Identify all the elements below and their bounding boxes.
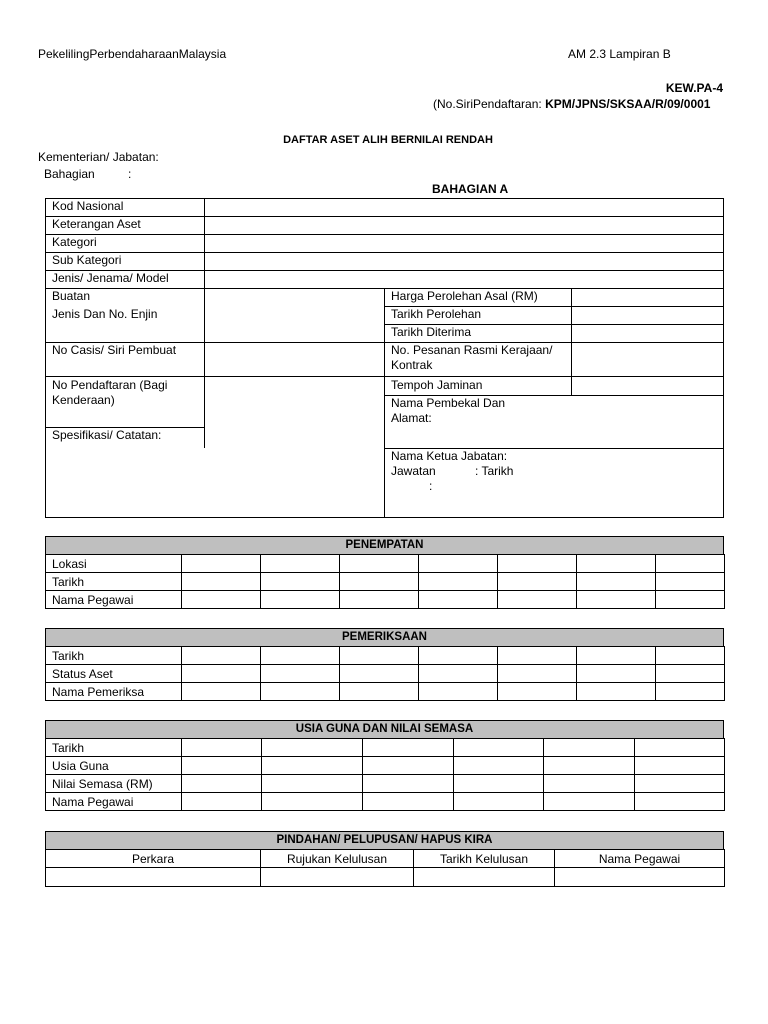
pindahan-table [45,849,725,887]
table-row [46,683,725,701]
label-tarikh: : Tarikh [475,464,514,478]
label-buatan: Buatan [52,289,91,303]
row-label: Status Aset [46,665,182,683]
form-code: KEW.PA-4 [665,81,723,95]
table-header-row [46,850,725,868]
registration-number: KPM/JPNS/SKSAA/R/09/0001 [545,97,711,111]
label-no-pendaftaran-cont: Kenderaan) [52,393,115,407]
label-no-pesanan: No. Pesanan Rasmi Kerajaan/ [391,343,553,357]
row-label: Tarikh [46,647,182,665]
table-row [46,757,725,775]
pindahan-heading: PINDAHAN/ PELUPUSAN/ HAPUS KIRA [45,831,724,850]
label-jenis-no-enjin: Jenis Dan No. Enjin [52,307,158,321]
label-nama-pembekal: Nama Pembekal Dan [391,396,506,410]
label-tarikh-perolehan: Tarikh Perolehan [391,307,482,321]
table-row [46,665,725,683]
penempatan-table [45,554,725,609]
usia-guna-table [45,738,725,811]
publisher-name: PekelilingPerbendaharaanMalaysia [38,47,227,61]
divider [204,198,205,448]
column-header-tarikh-kelulusan: Tarikh Kelulusan [414,850,555,868]
label-colon: : [429,479,433,493]
part-a-heading: BAHAGIAN A [432,182,509,196]
column-header-perkara: Perkara [46,850,261,868]
usia-guna-heading: USIA GUNA DAN NILAI SEMASA [45,720,724,739]
table-row [46,739,725,757]
label-no-pendaftaran: No Pendaftaran (Bagi [52,378,168,392]
column-header-rujukan-kelulusan: Rujukan Kelulusan [261,850,414,868]
label-harga-perolehan: Harga Perolehan Asal (RM) [391,289,538,303]
penempatan-heading: PENEMPATAN [45,536,724,555]
table-row [46,647,725,665]
label-spesifikasi: Spesifikasi/ Catatan: [52,428,162,442]
divider [571,288,572,395]
label-sub-kategori: Sub Kategori [52,253,122,267]
row-label: Nilai Semasa (RM) [46,775,182,793]
reference-code: AM 2.3 Lampiran B [568,47,671,61]
label-tempoh-jaminan: Tempoh Jaminan [391,378,483,392]
document-title: DAFTAR ASET ALIH BERNILAI RENDAH [283,134,493,146]
label-tarikh-diterima: Tarikh Diterima [391,325,472,339]
label-jawatan: Jawatan [391,464,436,478]
divider [45,216,724,217]
ministry-label: Kementerian/ Jabatan: [38,150,159,164]
divider [45,252,724,253]
label-no-casis: No Casis/ Siri Pembuat [52,343,177,357]
label-kod-nasional: Kod Nasional [52,199,124,213]
row-label: Usia Guna [46,757,182,775]
row-label: Tarikh [46,573,182,591]
label-jenis-jenama-model: Jenis/ Jenama/ Model [52,271,169,285]
row-label: Tarikh [46,739,182,757]
label-nama-ketua-jabatan: Nama Ketua Jabatan: [391,449,508,463]
column-header-nama-pegawai: Nama Pegawai [555,850,725,868]
division-colon: : [128,167,132,181]
table-row [46,775,725,793]
label-keterangan-aset: Keterangan Aset [52,217,141,231]
table-row [46,793,725,811]
row-label: Nama Pegawai [46,793,182,811]
table-row [46,591,725,609]
row-label: Lokasi [46,555,182,573]
row-label: Nama Pemeriksa [46,683,182,701]
registration-line [433,97,710,111]
divider [384,288,385,518]
row-label: Nama Pegawai [46,591,182,609]
table-row [46,555,725,573]
pemeriksaan-heading: PEMERIKSAAN [45,628,724,647]
table-row [46,573,725,591]
division-label: Bahagian [44,167,95,181]
label-no-pesanan-cont: Kontrak [391,358,433,372]
label-alamat: Alamat: [391,411,432,425]
pemeriksaan-table [45,646,725,701]
divider [45,234,724,235]
registration-prefix: (No.SiriPendaftaran: [433,97,546,111]
label-kategori: Kategori [52,235,97,249]
table-row [46,868,725,887]
